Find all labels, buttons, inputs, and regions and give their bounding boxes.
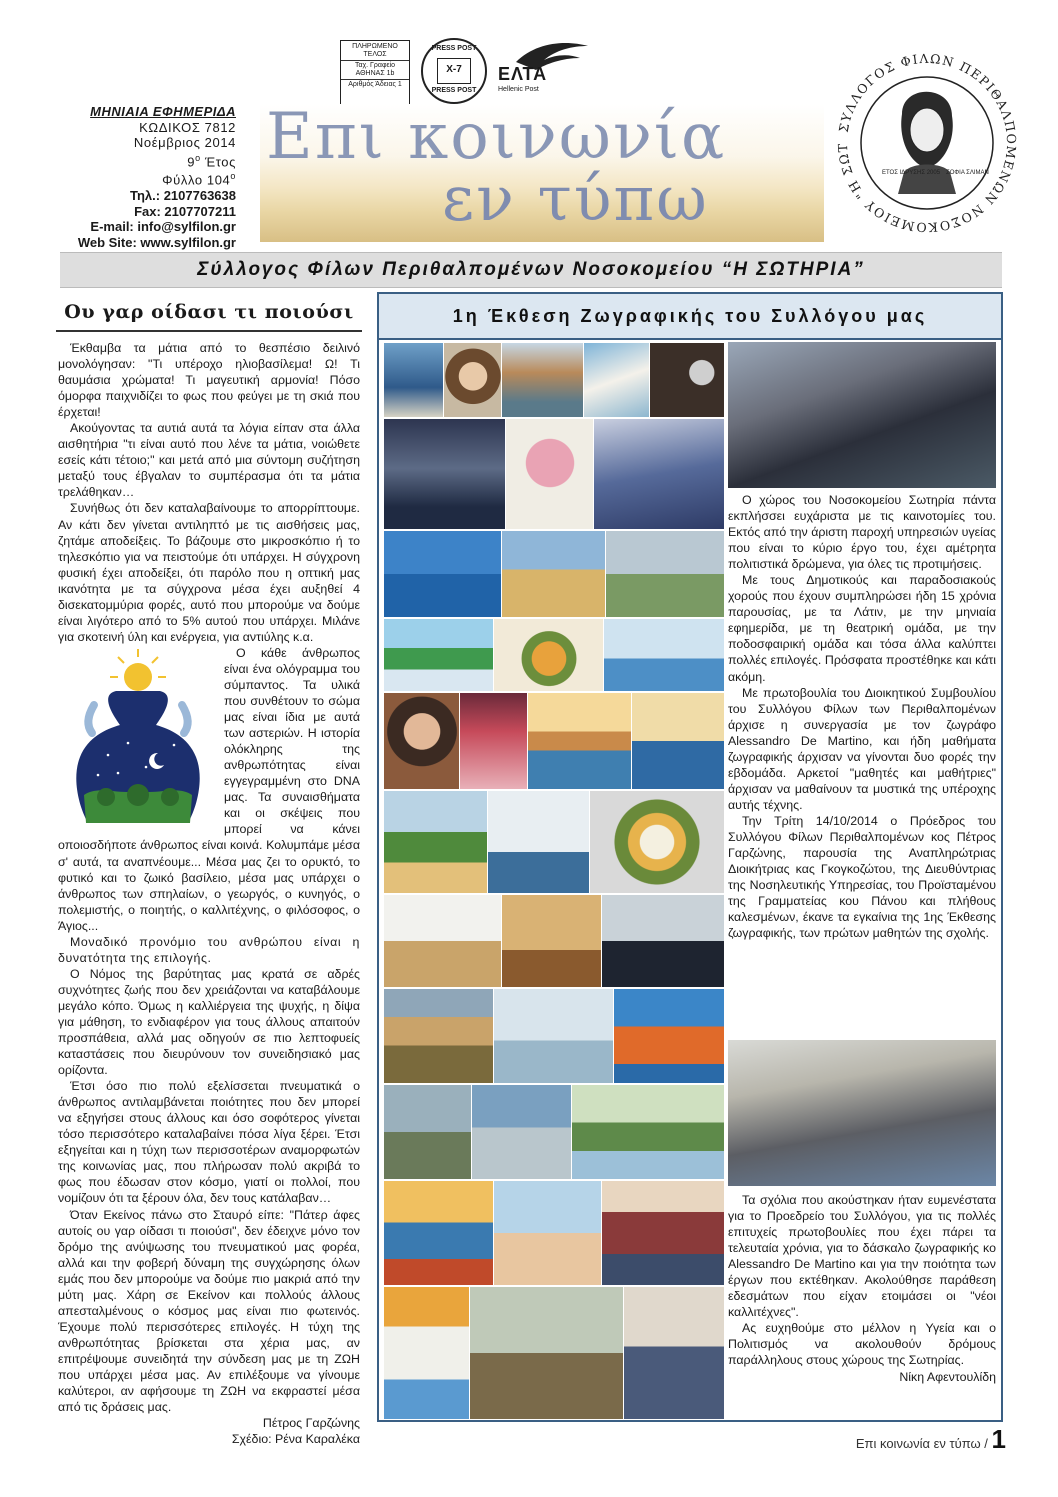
exhibition-photo-reception xyxy=(728,1040,996,1186)
painting-thumbnail xyxy=(493,1180,603,1286)
paintings-collage xyxy=(383,342,723,1418)
website-link[interactable]: Web Site: www.sylfilon.gr xyxy=(77,234,236,250)
stamp-line: Αριθμός Άδειας 1 xyxy=(348,81,402,88)
painting-thumbnail xyxy=(383,1180,495,1286)
paragraph: Την Τρίτη 14/10/2014 ο Πρόεδρος του Συλλόγου Φίλων Περιθαλπομένων κος Πέτρος Γαρζώνης, παρουσία της Αναπληρώτριας Διοικήτριας κας Γκογκοζώτου, της Διευθύντριας της Νοσηλευτικής Υπηρεσίας, του Προϊσταμένου της Γραμματείας κου Πάνου και πλήθους καλεσμένων, έκανε τα εγκαίνια της 1ης Έκθεσης ζωγραφικής, των πρώτων μαθητών της σχολής. xyxy=(728,813,996,941)
painting-thumbnail xyxy=(469,1286,625,1420)
painting-thumbnail xyxy=(383,530,503,618)
paragraph: Με τους Δημοτικούς και παραδοσιακούς χορούς που έχουν συμπληρώσει ήδη 15 χρόνια παρουσίας, με τα Λάτιν, με την μηνιαία εφημερίδα, με τη θεατρική ομάδα, με την ποδοσφαιρική ομάδα και τόσα άλλα καλύπτει πολλές επιλογές. Πρόσφατα προστέθηκε και κάτι ακόμη. xyxy=(728,573,996,684)
painting-thumbnail xyxy=(649,342,725,418)
elta-logo xyxy=(496,40,590,102)
elta-sub: Hellenic Post xyxy=(498,86,539,93)
painting-thumbnail xyxy=(383,342,445,418)
portrait-face xyxy=(910,108,944,152)
phone: Τηλ.: 2107763638 xyxy=(130,188,236,204)
painting-thumbnail xyxy=(505,418,595,530)
painting-thumbnail xyxy=(589,790,725,894)
org-bar: Σύλλογος Φίλων Περιθαλπομένων Νοσοκομείου “Η ΣΩΤΗΡΙΑ” xyxy=(60,252,1002,288)
painting-thumbnail xyxy=(383,894,503,988)
painting-thumbnail xyxy=(493,988,615,1084)
stamp-line: ΠΛΗΡΩΜΕΝΟ ΤΕΛΟΣ xyxy=(341,41,409,61)
seal-founded: ΕΤΟΣ ΙΔΡΥΣΗΣ 2005 xyxy=(882,170,941,176)
paragraph: Ας ευχηθούμε στο μέλλον η Υγεία και ο Πολιτισμός να ακολουθούν δρόμους παράλληλους στους χώρους της Σωτηρίας. xyxy=(728,1321,996,1368)
fax: Fax: 2107707211 xyxy=(134,203,236,219)
paragraph: Με πρωτοβουλία του Διοικητικού Συμβουλίου του Συλλόγου Φίλων των Περιθαλπομένων άρχισε η συνεργασία με τον ζωγράφο Alessandro De Martino, και ήδη μαθήματα ζωγραφικής άρχισαν να γίνονται δυο φορές την εβδομάδα. Αρκετοί "μαθητές και μαθήτριες" άρχισαν να μαθαίνουν τα μυστικά της υπέροχης αυτής τέχνης. xyxy=(728,685,996,812)
code-label: ΚΩΔΙΚΟΣ 7812 xyxy=(139,119,236,135)
painting-thumbnail xyxy=(383,790,489,894)
page-footer xyxy=(800,1424,1006,1455)
painting-thumbnail xyxy=(527,692,633,790)
painting-thumbnail xyxy=(471,1084,573,1180)
paragraph: Ο Νόμος της βαρύτητας μας κρατά σε αδρές συχνότητες ζωής που δεν χρειάζονται να καταβάλουμε μεγάλο κόπο. Όμως η καλλιέργεια της ψυχής, η δίψα για μάθηση, το ενδιαφέρον για τους άλλους απαιτούν προσπάθεια, αλλά μας οδηγούν σε πιο λεπτοφυείς καταστάσεις που διευρύνουν τον συνειδησιακό μας ορίζοντα. xyxy=(58,966,360,1078)
masthead-meta xyxy=(44,104,236,250)
painting-thumbnail xyxy=(501,530,607,618)
painting-thumbnail xyxy=(601,1180,725,1286)
seal-person: ΣΟΦΙΑ ΣΛΙΜΑΝ xyxy=(946,170,989,176)
issue-number: Φύλλο $104^o$ xyxy=(162,171,236,188)
footer-title: Επι κοινωνία εν τύπω / xyxy=(855,1436,992,1451)
elta-name: ΕΛΤΑ xyxy=(498,64,548,84)
human-cosmos-illustration xyxy=(58,645,218,835)
right-article-body xyxy=(728,492,996,941)
painting-thumbnail xyxy=(613,988,725,1084)
painting-thumbnail xyxy=(383,988,495,1084)
left-article-title: Ου γαρ οίδασι τι ποιούσι xyxy=(56,290,362,332)
painting-thumbnail xyxy=(631,692,725,790)
painting-thumbnail xyxy=(443,342,503,418)
press-post-code: Χ-7 xyxy=(437,58,471,84)
painting-thumbnail xyxy=(623,1286,725,1420)
paragraph: Ακούγοντας τα αυτιά αυτά τα λόγια είπαν στα άλλα αισθητήρια "τι είναι αυτό που λένε τα μάτια, νοιώθετε εσείς κάτι τέτοιο;" και μετά από μια σύντομη συζήτηση μεταξύ τους έβγαλαν το συμπέρασμα ότι τα μάτια τρελάθηκαν… xyxy=(58,421,360,500)
painting-thumbnail xyxy=(383,1084,473,1180)
painting-thumbnail xyxy=(593,418,725,530)
right-article-title: 1η Έκθεση Ζωγραφικής του Συλλόγου μας xyxy=(377,292,1003,340)
left-article-body xyxy=(58,340,360,1447)
paragraph: Έτσι όσο πιο πολύ εξελίσσεται πνευματικά ο άνθρωπος αντιλαμβάνεται ποιότητες που δεν μπορεί να εξηγήσει στους άλλους και όσο σοφότερος γίνεται τόσο περισσότερο καταλαβαίνει πόσα λίγα ξέρει. Έτσι εξηγείται και η τύχη των περισσοτέρων αναμορφωτών της κοινωνίας μας, που πλήρωσαν πολύ ακριβά το φως που έδωσαν στον κόσμο, γιατί οι πολλοί, που νομίζουν ότι τα ξέρουν όλα, δεν τους κατάλαβαν… xyxy=(58,1079,360,1206)
email-link[interactable]: E-mail: info@sylfilon.gr xyxy=(90,219,236,235)
paragraph: Έκθαμβα τα μάτια από το θεσπέσιο δειλινό μονολόγησαν: "Τι υπέροχο ηλιοβασίλεμα! Ω! Τι θαυμάσια χρώματα! Τι μαγευτική αρμονία! Πόσο όμορφα παιχνιδίζει το φως που φεύγει με τη σκιά που έρχεται! xyxy=(58,341,360,420)
year-label: $9^o$ Έτος xyxy=(187,152,236,169)
paragraph: Μοναδικό προνόμιο του ανθρώπου είναι η δυνατότητα της επιλογής. xyxy=(58,934,360,965)
page-number: 1 xyxy=(991,1424,1006,1454)
title-banner xyxy=(260,100,824,242)
paragraph: Τα σχόλια που ακούστηκαν ήταν ευμενέστατα για το Προεδρείο του Συλλόγου, για τις πολλές επιτυχείς πρωτοβουλίες που έχει πάρει τα τελευταία χρόνια, για το δάσκαλο ζωγραφικής κο Alessandro De Martino και για την ποιότητα των έργων που εκτέθηκαν. Ακολούθησε παράθεση εδεσμάτων που είχαν ετοιμάσει οι "νέοι καλλιτέχνες". xyxy=(728,1193,996,1320)
title-line-2: εν τύπω xyxy=(442,162,709,235)
press-post-stamp xyxy=(421,38,487,104)
issue-date: Νοέμβριος 2014 xyxy=(133,135,236,150)
painting-thumbnail xyxy=(501,342,585,418)
press-post-bottom: PRESS POST xyxy=(431,87,477,94)
painting-thumbnail xyxy=(493,618,605,692)
title-line-1: Επι κοινωνία xyxy=(266,100,727,174)
author-signature: Πέτρος Γαρζώνης xyxy=(262,1416,360,1431)
paragraph: Συνήθως ότι δεν καταλαβαίνουμε το απορρίπτουμε. Αν κάτι δεν γίνεται αντιληπτό με τις αισθήσεις μας, ζητάμε αποδείξεις. Το βάζουμε στο μικροσκόπιο ή το τηλεσκόπιο για να πειστούμε ότι υπάρχει. Η σύγχρονη φυσική έχει αποδείξει, ότι παρόλο που η οπτική μας ικανότητα με τα σύγχρονα μέσα έχει αυξηθεί 4 δισεκατομμύρια φορές, αυτό που μπορούμε να δούμε είναι λιγότερο από το 5% αυτού που υπάρχει. Μιλάνε για σκοτεινή ύλη και ενέργεια, για αντιύλης κ.α. xyxy=(58,501,360,644)
association-seal xyxy=(832,44,1022,242)
painting-thumbnail xyxy=(383,618,495,692)
painting-thumbnail xyxy=(605,530,725,618)
paragraph: Ο κάθε άνθρωπος είναι ένα ολόγραμμα του σύμπαντος. Τα υλικά που συνθέτουν το σώμα μας είναι ίδια με αυτά των αστεριών. Η ιστορία ολόκληρης της ανθρωπότητας είναι εγγεγραμμένη στο DNA μας. Τα συναισθήματα και οι σκέψεις που μπορεί να κάνει οποιοσδήποτε άνθρωπος είναι κοινά. Κολυμπάμε μέσα σ' αυτά, τα αναπνέουμε... Μέσα μας ζει το ορυκτό, το φυτικό και το ζωικό βασίλειο, μέσα μας υπάρχει ο άνθρωπος των σπηλαίων, ο γεωργός, ο κυνηγός, ο πολεμιστής, ο ποιητής, ο καλλιτέχνης, ο φιλόσοφος, ο Άγιος... xyxy=(58,645,360,933)
exhibition-photo-crowd xyxy=(728,342,996,488)
painting-thumbnail xyxy=(501,894,603,988)
painting-thumbnail xyxy=(571,1084,725,1180)
painting-thumbnail xyxy=(583,342,651,418)
seal-text: ΣΥΛΛΟΓΟΣ ΦΙΛΩΝ ΠΕΡΙΘΑΛΠΟΜΕΝΩΝ ΝΟΣΟΚΟΜΕΙΟΥ "Η ΣΩΤ xyxy=(834,50,1020,236)
painting-thumbnail xyxy=(603,618,725,692)
paragraph: Ο χώρος του Νοσοκομείου Σωτηρία πάντα εκπλήσσει ευχάριστα με τις καινοτομίες του. Εκτός από την άριστη παροχή υπηρεσιών υγείας που είναι το κύριο έργο του, έχει αμέτρητα πολιτιστικά δρώμενα, για όλες τις προτιμήσεις. xyxy=(728,493,996,572)
painting-thumbnail xyxy=(459,692,529,790)
author-signature: Νίκη Αφεντουλίδη xyxy=(899,1369,996,1384)
painting-thumbnail xyxy=(383,418,507,530)
painting-thumbnail xyxy=(383,692,461,790)
paid-stamp xyxy=(340,40,410,108)
monthly-label: ΜΗΝΙΑΙΑ ΕΦΗΜΕΡΙΔΑ xyxy=(90,104,236,119)
right-article-body-continued xyxy=(728,1192,996,1385)
painting-thumbnail xyxy=(383,1286,471,1420)
stamp-line: Ταχ. Γραφείο ΑΘΗΝΑΣ 1b xyxy=(341,61,409,80)
painting-thumbnail xyxy=(601,894,725,988)
paragraph: Όταν Εκείνος πάνω στο Σταυρό είπε: "Πάτερ άφες αυτοίς ου γαρ οίδασι τι ποιούσι", δεν έδειχνε μόνο τον δρόμο της ανύψωσης του πνευματικού μας φορέα, αλλά και την φοβερή δύναμη της συγχώρησης όλων εμάς που δεν μπορούμε να δούμε πιο μακριά από την μύτη μας. Χάρη σε Εκείνον και πολλούς άλλους απεσταλμένους ο κόσμος μας είναι πιο φωτεινός. Έχουμε πολύ περισσότερες επιλογές. Η τύχη της ανθρωπότητας βρίσκεται στα χέρια μας, αν επιτρέψουμε συνειδητά την σύνδεση μας με τη ΖΩΗ που υπάρχει μέσα μας. Αν επιλέξουμε να γίνουμε καλύτεροι, αν αφήσουμε τη ΖΩΗ να εκφραστεί μέσα από τις δράσεις μας. xyxy=(58,1207,360,1415)
press-post-top: PRESS POST xyxy=(431,45,477,52)
design-credit: Σχέδιο: Ρένα Καραλέκα xyxy=(231,1432,360,1447)
painting-thumbnail xyxy=(487,790,591,894)
